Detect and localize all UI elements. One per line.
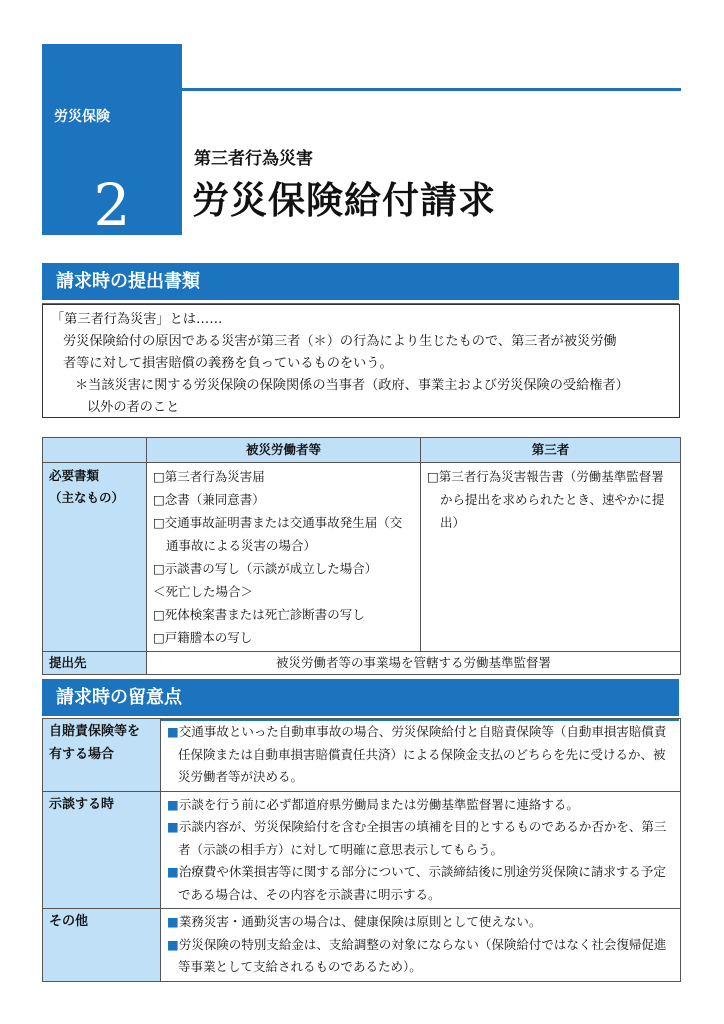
list-item: □死体検案書または死亡診断書の写し: [153, 607, 365, 622]
definition-line: ＊当該災害に関する労災保険の保険関係の当事者（政府、事業主および労災保険の受給権者）: [75, 378, 629, 393]
third-party-docs-cell: [421, 463, 681, 652]
page-subtitle: 第三者行為災害: [194, 149, 313, 169]
row-label-other: その他: [43, 909, 161, 982]
bullet-icon: ■: [167, 864, 179, 879]
documents-table: [42, 437, 681, 675]
definition-line: 労災保険給付の原因である災害が第三者（＊）の行為により生じたもので、第三者が被災労働: [63, 334, 617, 349]
bullet-icon: ■: [167, 819, 179, 834]
header-rule: [182, 88, 681, 91]
list-item: □第三者行為災害届: [153, 469, 265, 484]
definition-box: [42, 304, 680, 418]
worker-docs-cell: [147, 463, 421, 652]
list-item: □交通事故証明書または交通事故発生届（交通事故による災害の場合）: [153, 515, 403, 553]
list-item: □第三者行為災害報告書（労働基準監督署から提出を求められたとき、速やかに提出）: [427, 469, 665, 530]
page-title: 労災保険給付請求: [192, 179, 496, 222]
insurance-notes-cell: [161, 719, 681, 792]
other-notes-cell: [161, 909, 681, 982]
list-item: □戸籍謄本の写し: [153, 630, 253, 645]
list-item: ■労災保険の特別支給金は、支給調整の対象にならない（保険給付ではなく社会復帰促進等事業として支給されるものであるため）。: [167, 936, 667, 974]
section-heading-documents: 請求時の提出書類: [42, 263, 679, 300]
settlement-notes-cell: [161, 791, 681, 909]
list-item: ■業務災害・通勤災害の場合は、健康保険は原則として使えない。: [167, 914, 542, 929]
list-item: □示談書の写し（示談が成立した場合）: [153, 561, 378, 576]
section-heading-notes: 請求時の留意点: [42, 679, 679, 716]
list-item: ■示談を行う前に必ず都道府県労働局または労働基準監督署に連絡する。: [167, 796, 579, 812]
row-label-insurance: 自賠責保険等を 有する場合: [43, 719, 161, 792]
table-header-blank: [43, 438, 147, 463]
table-header-third-party: 第三者: [421, 438, 681, 463]
definition-line: 「第三者行為災害」とは……: [51, 312, 223, 327]
chapter-badge: [42, 44, 182, 239]
notes-table: [42, 718, 681, 982]
list-subheading: ＜死亡した場合＞: [153, 584, 254, 599]
bullet-icon: ■: [167, 914, 179, 929]
bullet-icon: ■: [167, 724, 179, 739]
list-item: ■交通事故といった自動車事故の場合、労災保険給付と自賠責保険等（自動車損害賠償責任保険または自動車損害賠償責任共済）による保険金支払のどちらを先に受けるか、被災労働者等が決める。: [167, 724, 667, 784]
category-label: 労災保険: [54, 109, 110, 125]
bullet-icon: ■: [167, 796, 179, 812]
list-item: □念書（兼同意書）: [153, 492, 265, 507]
definition-line: 者等に対して損害賠償の義務を負っているものをいう。: [63, 356, 393, 371]
list-item: ■示談内容が、労災保険給付を含む全損害の填補を目的とするものであるか否かを、第三者（示談の相手方）に対して明確に意思表示してもらう。: [167, 819, 667, 857]
bullet-icon: ■: [167, 936, 179, 952]
submit-to-value: 被災労働者等の事業場を管轄する労働基準監督署: [147, 652, 681, 675]
list-item: ■治療費や休業損害等に関する部分について、示談締結後に別途労災保険に請求する予定である場合は、その内容を示談書に明示する。: [167, 864, 666, 902]
definition-line: 以外の者のこと: [87, 400, 180, 415]
chapter-number: 2: [93, 171, 131, 239]
row-label-settlement: 示談する時: [43, 791, 161, 909]
row-label-submit-to: 提出先: [43, 652, 147, 675]
table-header-worker: 被災労働者等: [147, 438, 421, 463]
row-label-required-docs: 必要書類 （主なもの）: [43, 463, 147, 652]
